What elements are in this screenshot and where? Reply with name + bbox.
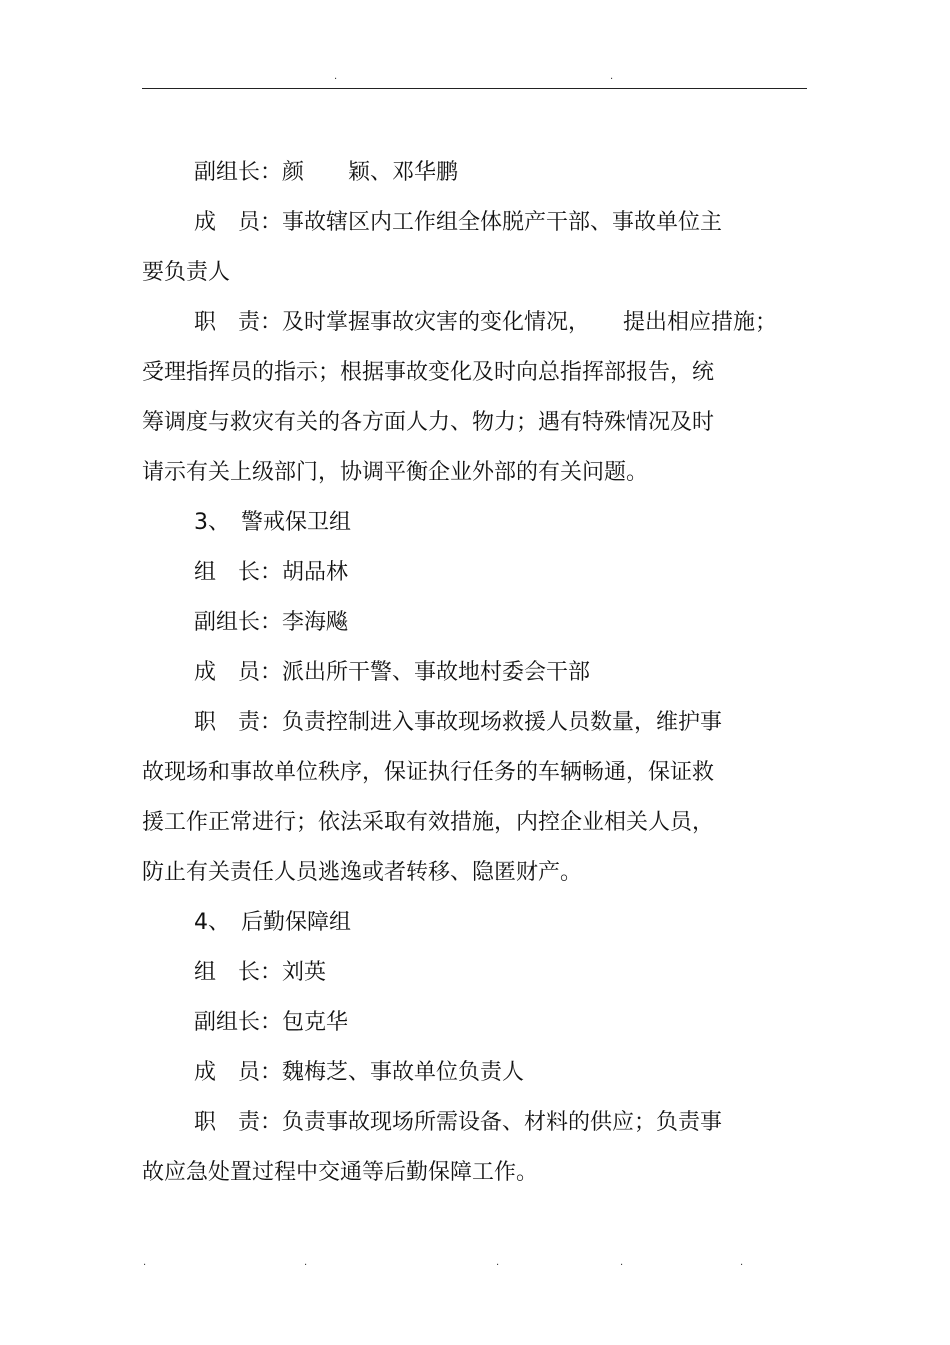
text-line-duties-cont: 故现场和事故单位秩序，保证执行任务的车辆畅通，保证救 xyxy=(142,760,715,785)
text-line-duties-cont: 请示有关上级部门，协调平衡企业外部的有关问题。 xyxy=(142,460,649,485)
text-line-deputy-leader: 副组长：李海飚 xyxy=(194,610,349,635)
text-line-members: 成 员：事故辖区内工作组全体脱产干部、事故单位主 xyxy=(194,210,723,235)
text-line-leader: 组 长：刘英 xyxy=(194,960,327,985)
text-line-duties-cont: 受理指挥员的指示；根据事故变化及时向总指挥部报告，统 xyxy=(142,360,715,385)
section-heading-security: 3、 警戒保卫组 xyxy=(194,510,351,535)
text-line-leader: 组 长：胡品林 xyxy=(194,560,349,585)
footer-dot: . xyxy=(496,1257,500,1268)
footer-dot: . xyxy=(620,1257,624,1268)
footer-dot: . xyxy=(304,1257,308,1268)
text-line-duties-cont: 故应急处置过程中交通等后勤保障工作。 xyxy=(142,1160,539,1185)
text-line-deputy-leader: 副组长：包克华 xyxy=(194,1010,349,1035)
header-dot: . xyxy=(610,71,614,82)
text-line-members-cont: 要负责人 xyxy=(142,260,231,285)
text-line-deputy-leader: 副组长：颜 颖、邓华鹏 xyxy=(194,160,459,185)
header-dot: . xyxy=(334,71,338,82)
header-rule xyxy=(142,88,807,89)
text-line-members: 成 员：魏梅芝、事故单位负责人 xyxy=(194,1060,525,1085)
footer-dot: . xyxy=(740,1257,744,1268)
text-line-duties-cont: 筹调度与救灾有关的各方面人力、物力；遇有特殊情况及时 xyxy=(142,410,715,435)
text-line-duties-cont: 援工作正常进行；依法采取有效措施，内控企业相关人员， xyxy=(142,810,715,835)
text-line-duties: 职 责：及时掌握事故灾害的变化情况， 提出相应措施； xyxy=(194,310,778,335)
text-line-duties: 职 责：负责控制进入事故现场救援人员数量，维护事 xyxy=(194,710,723,735)
text-line-duties: 职 责：负责事故现场所需设备、材料的供应；负责事 xyxy=(194,1110,723,1135)
section-heading-logistics: 4、 后勤保障组 xyxy=(194,910,351,935)
text-line-members: 成 员：派出所干警、事故地村委会干部 xyxy=(194,660,591,685)
text-line-duties-cont: 防止有关责任人员逃逸或者转移、隐匿财产。 xyxy=(142,860,583,885)
footer-dot: . xyxy=(143,1257,147,1268)
